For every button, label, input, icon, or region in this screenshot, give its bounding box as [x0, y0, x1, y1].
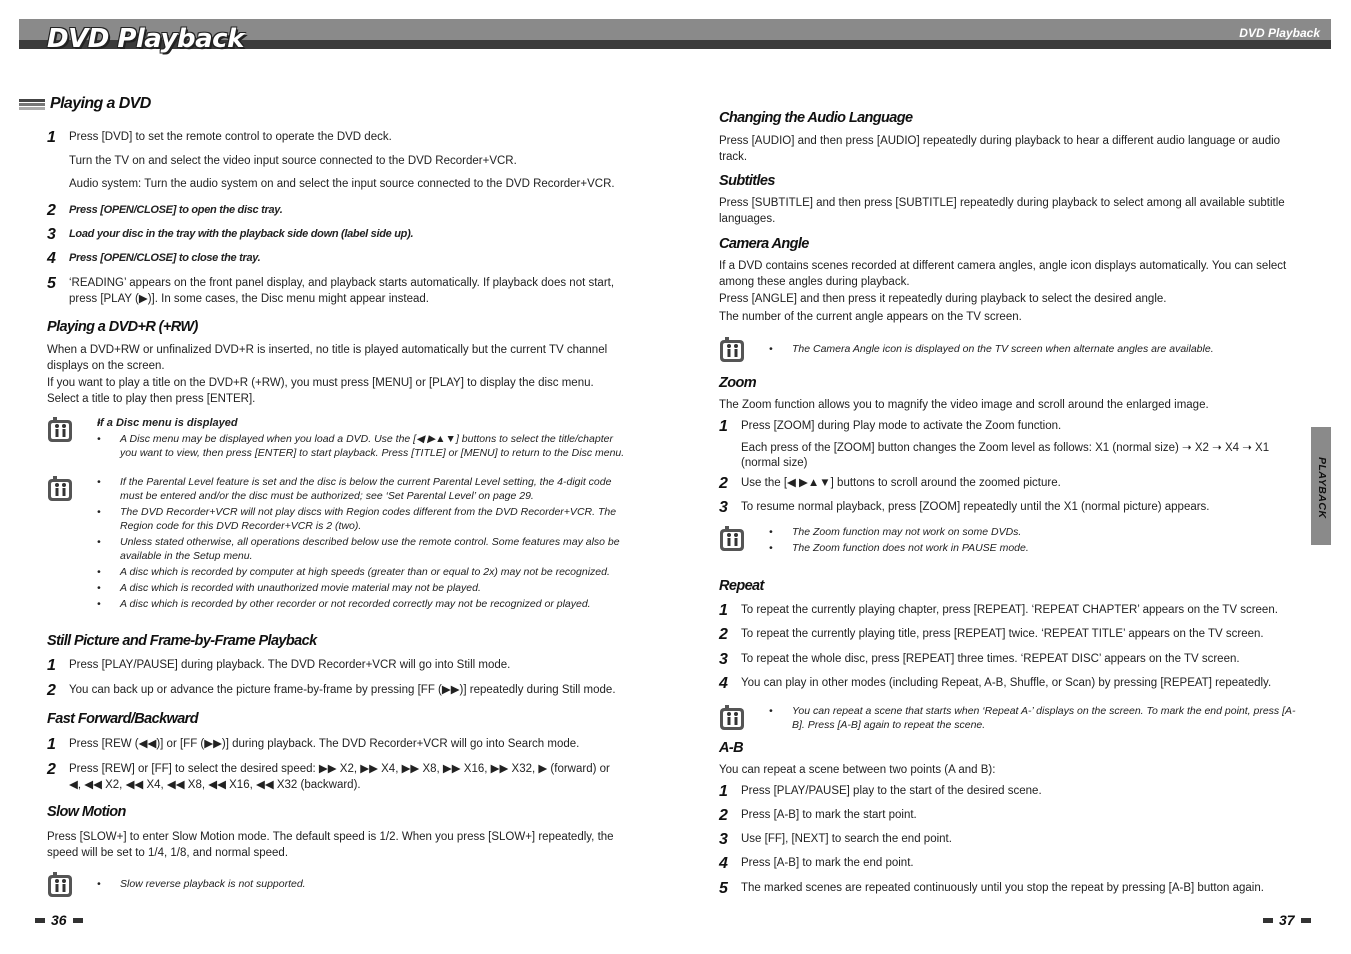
ff-step-2: 2 Press [REW] or [FF] to select the desired speed: ▶▶ X2, ▶▶ X4, ▶▶ X8, ▶▶ X16, ▶▶ X32, ▶ (forward) or ◀, ◀◀ X2, ◀◀ X4, ◀◀ X8, ◀◀ X16, ◀◀ X32 (backward). [47, 761, 610, 791]
info-note-icon [719, 704, 745, 732]
repeat-step-2: 2 To repeat the currently playing title, press [REPEAT] twice. ‘REPEAT TITLE’ appears on the TV screen. [719, 626, 1264, 643]
info-note-icon [47, 475, 73, 503]
page-title: DVD Playback [47, 24, 244, 54]
heading-audio-language: Changing the Audio Language [719, 110, 913, 126]
info-note-icon [719, 525, 745, 553]
ab-step-5: 5 The marked scenes are repeated continuously until you stop the repeat by pressing [A-B] button again. [719, 880, 1264, 897]
note-disc-menu [47, 416, 625, 462]
heading-repeat: Repeat [719, 578, 764, 594]
heading-fast-forward: Fast Forward/Backward [47, 711, 198, 727]
note-repeat [719, 704, 1304, 734]
info-note-icon [47, 871, 73, 899]
angle-paragraph-3: The number of the current angle appears on the TV screen. [719, 311, 1022, 323]
step-4: 4 Press [OPEN/CLOSE] to close the tray. [47, 250, 261, 267]
step-3: 3 Load your disc in the tray with the playback side down (label side up). [47, 226, 414, 243]
note-item: • A disc which is recorded by computer at high speeds (greater than or equal to 2x) may not be recognized. [97, 565, 625, 579]
note-item: • A disc which is recorded with unauthorized movie material may not be played. [97, 581, 625, 595]
heading-still-picture: Still Picture and Frame-by-Frame Playback [47, 633, 317, 649]
side-tab [1311, 427, 1331, 545]
note-item: • A Disc menu may be displayed when you load a DVD. Use the [◀ ▶▲▼] buttons to select the title/chapter you want to view, then press [ENTER] to start playback. Press [TITLE] or [MENU] to return to the Disc menu. [97, 432, 625, 460]
note-camera-angle [719, 336, 1304, 364]
section-marker [19, 99, 45, 110]
header-right-label: DVD Playback [1239, 26, 1320, 40]
note-item: • You can repeat a scene that starts when ‘Repeat A-’ displays on the screen. To mark the end point, press [A-B]. Press [A-B] again to repeat the scene. [769, 704, 1304, 732]
ff-step-1: 1 Press [REW (◀◀)] or [FF (▶▶)] during playback. The DVD Recorder+VCR will go into Search mode. [47, 736, 580, 753]
note-item: • If the Parental Level feature is set and the disc is below the current Parental Level setting, the 4-digit code must be entered and/or the disc must be authorized; see ‘Set Parental Level’ on page 29. [97, 475, 625, 503]
page-number-right: 37 [1263, 913, 1311, 928]
heading-zoom: Zoom [719, 375, 757, 391]
heading-playing-dvd-r: Playing a DVD+R (+RW) [47, 319, 198, 335]
note-item: • A disc which is recorded by other recorder or not recorded correctly may not be recognized or played. [97, 597, 625, 611]
zoom-intro: The Zoom function allows you to magnify the video image and scroll around the enlarged image. [719, 399, 1209, 411]
repeat-step-3: 3 To repeat the whole disc, press [REPEAT] three times. ‘REPEAT DISC’ appears on the TV screen. [719, 651, 1240, 668]
heading-camera-angle: Camera Angle [719, 236, 809, 252]
ab-step-3: 3 Use [FF], [NEXT] to search the end point. [719, 831, 952, 848]
note-heading: • If a Disc menu is displayed [97, 417, 238, 429]
heading-subtitles: Subtitles [719, 173, 775, 189]
section-title-playing-dvd: Playing a DVD [50, 95, 151, 112]
zoom-step-3: 3 To resume normal playback, press [ZOOM] repeatedly until the X1 (normal picture) appears. [719, 499, 1210, 516]
note-slow-motion [47, 871, 625, 899]
angle-paragraph-1: If a DVD contains scenes recorded at different camera angles, angle icon displays automatically. You can select among these angles during playback. [719, 260, 1287, 288]
step-1: 1 Press [DVD] to set the remote control to operate the DVD deck. Turn the TV on and select the video input source connected to the DVD Recorder+VCR. Audio system: Turn the audio system on and select the input source connected to the DVD Recorder+VCR. [47, 129, 615, 190]
note-item: • The DVD Recorder+VCR will not play discs with Region codes different from the DVD Recorder+VCR. The Region code for this DVD Recorder+VCR is 2 (two). [97, 505, 625, 533]
repeat-step-4: 4 You can play in other modes (including Repeat, A-B, Shuffle, or Scan) by pressing [REPEAT] repeatedly. [719, 675, 1272, 692]
note-general [47, 475, 625, 613]
info-note-icon [719, 336, 745, 364]
still-step-1: 1 Press [PLAY/PAUSE] during playback. The DVD Recorder+VCR will go into Still mode. [47, 657, 511, 674]
ab-intro: You can repeat a scene between two points (A and B): [719, 764, 996, 776]
note-item: • The Zoom function may not work on some DVDs. [769, 525, 1304, 539]
ab-step-1: 1 Press [PLAY/PAUSE] play to the start of the desired scene. [719, 783, 1042, 800]
note-item: • The Zoom function does not work in PAUSE mode. [769, 541, 1304, 555]
page-number-left: 36 [35, 913, 83, 928]
zoom-step-2: 2 Use the [◀ ▶▲▼] buttons to scroll around the zoomed picture. [719, 475, 1061, 492]
repeat-step-1: 1 To repeat the currently playing chapter, press [REPEAT]. ‘REPEAT CHAPTER’ appears on the TV screen. [719, 602, 1278, 619]
note-zoom [719, 525, 1304, 557]
slow-motion-paragraph: Press [SLOW+] to enter Slow Motion mode. The default speed is 1/2. When you press [SLOW+] repeatedly, the speed will be set to 1/4, 1/8, and normal speed. [47, 831, 614, 859]
zoom-step-1: 1 Press [ZOOM] during Play mode to activate the Zoom function. Each press of the [ZOOM] button changes the Zoom level as follows: X1 (normal size) ➝ X2 ➝ X4 ➝ X1 (normal size) [719, 418, 1270, 469]
side-tab-label: PLAYBACK [1316, 457, 1328, 519]
heading-a-b: A-B [719, 740, 743, 756]
ab-step-4: 4 Press [A-B] to mark the end point. [719, 855, 914, 872]
step-5: 5 ‘READING’ appears on the front panel display, and playback starts automatically. If playback does not start, press [PLAY (▶)]. In some cases, the Disc menu might appear instead. [47, 275, 615, 305]
still-step-2: 2 You can back up or advance the picture frame-by-frame by pressing [FF (▶▶)] repeatedly during Still mode. [47, 682, 616, 699]
subtitles-paragraph: Press [SUBTITLE] and then press [SUBTITLE] repeatedly during playback to select among all available subtitle languages. [719, 197, 1285, 225]
note-item: • The Camera Angle icon is displayed on the TV screen when alternate angles are available. [769, 342, 1304, 356]
heading-slow-motion: Slow Motion [47, 804, 126, 820]
note-item: • Slow reverse playback is not supported. [97, 877, 625, 891]
step-2: 2 Press [OPEN/CLOSE] to open the disc tray. [47, 202, 283, 219]
angle-paragraph-2: Press [ANGLE] and then press it repeatedly during playback to select the desired angle. [719, 293, 1167, 305]
dvdr-paragraph-1: When a DVD+RW or unfinalized DVD+R is inserted, no title is played automatically but the current TV channel displays on the screen. [47, 344, 608, 372]
note-item: • Unless stated otherwise, all operations described below use the remote control. Some features may also be available in the Setup menu. [97, 535, 625, 563]
dvdr-paragraph-2: If you want to play a title on the DVD+R (+RW), you must press [MENU] or [PLAY] to display the disc menu. Select a title to play then press [ENTER]. [47, 377, 594, 405]
info-note-icon [47, 416, 73, 444]
audio-paragraph: Press [AUDIO] and then press [AUDIO] repeatedly during playback to hear a different audio language or audio track. [719, 135, 1281, 163]
ab-step-2: 2 Press [A-B] to mark the start point. [719, 807, 917, 824]
